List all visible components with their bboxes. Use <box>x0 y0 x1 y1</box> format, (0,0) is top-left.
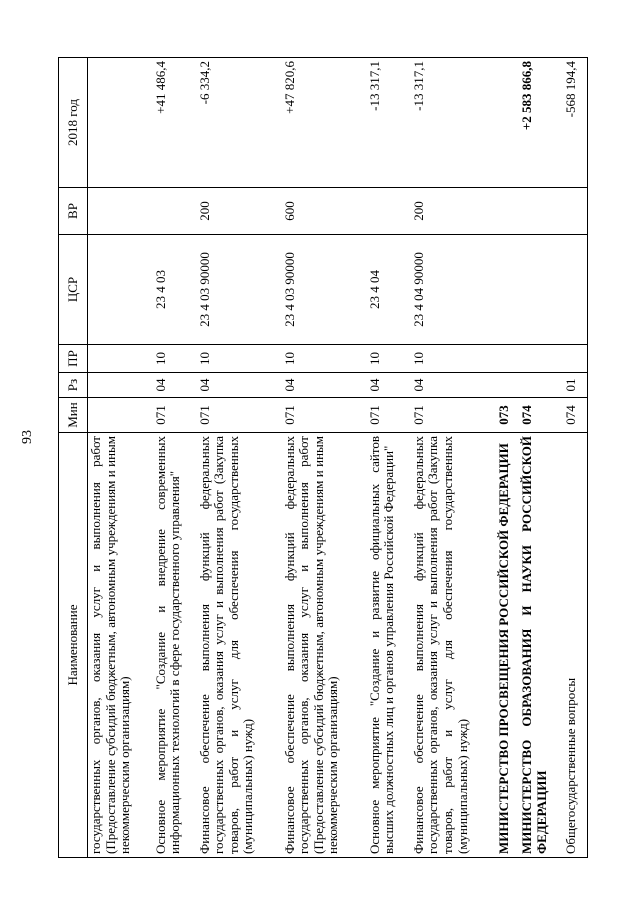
row-pr <box>519 345 563 373</box>
header-min: Мин <box>59 398 88 433</box>
table-row <box>88 58 153 858</box>
row-vr: 200 <box>411 188 496 235</box>
row-name: Общегосударственные вопросы <box>563 433 587 858</box>
row-vr: 600 <box>282 188 367 235</box>
row-pr <box>88 345 153 373</box>
row-amount: -13 317,1 <box>367 58 411 188</box>
row-min: 071 <box>197 398 282 433</box>
table-row <box>496 58 519 858</box>
table-row <box>197 58 282 858</box>
row-min <box>88 398 153 433</box>
header-pr: ПР <box>59 345 88 373</box>
row-amount: +47 820,6 <box>282 58 367 188</box>
row-rz: 04 <box>367 373 411 398</box>
row-vr <box>153 188 197 235</box>
row-amount: +2 583 866,8 <box>519 58 563 188</box>
rotated-sheet <box>58 58 588 858</box>
row-amount <box>88 58 153 188</box>
row-csr <box>88 235 153 345</box>
table-row <box>563 58 587 858</box>
row-csr: 23 4 04 90000 <box>411 235 496 345</box>
row-rz <box>519 373 563 398</box>
row-min: 071 <box>367 398 411 433</box>
row-vr <box>88 188 153 235</box>
row-pr: 10 <box>282 345 367 373</box>
row-min: 071 <box>411 398 496 433</box>
row-name: МИНИСТЕРСТВО ПРОСВЕЩЕНИЯ РОССИЙСКОЙ ФЕДЕРАЦИИ <box>496 433 519 858</box>
row-min: 071 <box>153 398 197 433</box>
row-pr: 10 <box>197 345 282 373</box>
row-name: Финансовое обеспечение выполнения функций федеральных государственных органов, оказания услуг и выполнения работ (Закупка товаров, работ и услуг для обеспечения государственных (муниципальных) нужд) <box>411 433 496 858</box>
table-row <box>153 58 197 858</box>
table-row <box>367 58 411 858</box>
row-name: государственных органов, оказания услуг и выполнения работ (Предоставление субсидий бюджетным, автономным учреждениям и иным некоммерческим организациям) <box>88 433 153 858</box>
row-vr <box>563 188 587 235</box>
row-csr: 23 4 03 90000 <box>197 235 282 345</box>
row-pr <box>563 345 587 373</box>
row-name: Основное мероприятие "Создание и внедрение современных информационных технологий в сфере государственного управления" <box>153 433 197 858</box>
row-vr <box>519 188 563 235</box>
table-row <box>282 58 367 858</box>
row-rz: 04 <box>197 373 282 398</box>
row-name: Основное мероприятие "Создание и развитие официальных сайтов высших должностных лиц и органов управления Российской Федерации" <box>367 433 411 858</box>
header-csr: ЦСР <box>59 235 88 345</box>
row-pr: 10 <box>153 345 197 373</box>
row-rz: 04 <box>411 373 496 398</box>
row-csr: 23 4 03 <box>153 235 197 345</box>
header-rz: Рз <box>59 373 88 398</box>
row-vr <box>496 188 519 235</box>
budget-table <box>58 57 588 858</box>
row-amount: -568 194,4 <box>563 58 587 188</box>
row-rz <box>496 373 519 398</box>
row-csr: 23 4 04 <box>367 235 411 345</box>
table-header-row <box>59 58 88 858</box>
row-pr: 10 <box>411 345 496 373</box>
page-number-text: 93 <box>20 430 35 444</box>
row-min: 073 <box>496 398 519 433</box>
table-body <box>88 58 588 858</box>
header-amount: 2018 год <box>59 58 88 188</box>
table-row <box>411 58 496 858</box>
table-row <box>519 58 563 858</box>
row-rz: 01 <box>563 373 587 398</box>
header-vr: ВР <box>59 188 88 235</box>
row-amount <box>496 58 519 188</box>
row-vr: 200 <box>197 188 282 235</box>
header-name: Наименование <box>59 433 88 858</box>
row-amount: +41 486,4 <box>153 58 197 188</box>
row-rz: 04 <box>282 373 367 398</box>
row-vr <box>367 188 411 235</box>
row-name: Финансовое обеспечение выполнения функций федеральных государственных органов, оказания услуг и выполнения работ (Закупка товаров, работ и услуг для обеспечения государственных (муниципальных) нужд) <box>197 433 282 858</box>
row-rz <box>88 373 153 398</box>
row-min: 074 <box>519 398 563 433</box>
row-min: 071 <box>282 398 367 433</box>
row-rz: 04 <box>153 373 197 398</box>
row-name: Финансовое обеспечение выполнения функций федеральных государственных органов, оказания услуг и выполнения работ (Предоставление субсидий бюджетным, автономным учреждениям и иным некоммерческим организациям) <box>282 433 367 858</box>
row-min: 074 <box>563 398 587 433</box>
row-amount: -13 317,1 <box>411 58 496 188</box>
row-pr: 10 <box>367 345 411 373</box>
row-csr <box>519 235 563 345</box>
row-csr: 23 4 03 90000 <box>282 235 367 345</box>
row-pr <box>496 345 519 373</box>
row-csr <box>496 235 519 345</box>
row-name: МИНИСТЕРСТВО ОБРАЗОВАНИЯ И НАУКИ РОССИЙСКОЙ ФЕДЕРАЦИИ <box>519 433 563 858</box>
row-amount: -6 334,2 <box>197 58 282 188</box>
row-csr <box>563 235 587 345</box>
